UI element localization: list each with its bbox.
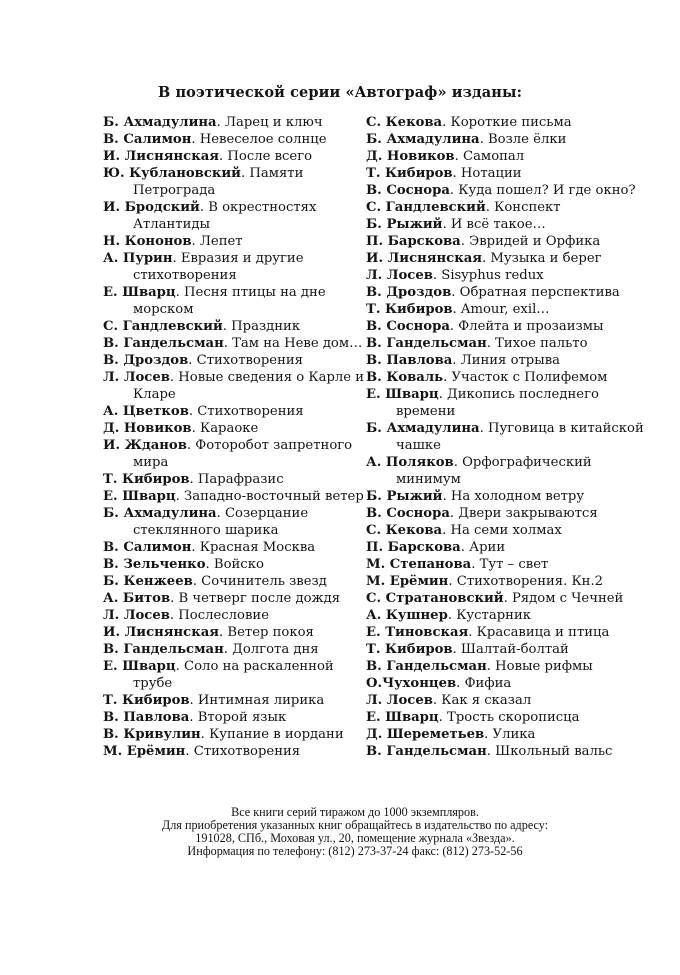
book-title: Евразия и другие стихотворения <box>133 251 304 283</box>
author-name: Л. Лосев <box>366 693 433 708</box>
author-name: П. Барскова <box>366 540 461 555</box>
book-entry: С. Гандлевский. Праздник <box>103 319 301 334</box>
book-title: В четверг после дождя <box>178 591 341 606</box>
author-name: П. Барскова <box>366 234 461 249</box>
book-entry: В. Гандельсман. Школьный вальс <box>366 744 613 759</box>
author-name: В. Соснора <box>366 319 450 334</box>
author-name: Е. Шварц <box>366 387 439 402</box>
book-title: В окрестностях Атлантиды <box>133 200 317 232</box>
book-title: После всего <box>227 149 313 164</box>
book-title: Арии <box>469 540 506 555</box>
book-title: Стихотворения <box>197 404 304 419</box>
book-entry: В. Зельченко. Войско <box>103 557 264 572</box>
author-name: С. Кекова <box>366 115 443 130</box>
book-title: Орфографический минимум <box>396 455 592 487</box>
author-name: С. Гандлевский <box>103 319 223 334</box>
book-entry: А. Поляков. Орфографический минимум <box>366 455 592 487</box>
author-name: М. Степанова <box>366 557 472 572</box>
book-title: Долгота дня <box>232 642 319 657</box>
book-title: Как я сказал <box>441 693 532 708</box>
book-entry: Д. Шереметьев. Улика <box>366 727 536 742</box>
book-entry: Т. Кибиров. Нотации <box>366 166 522 181</box>
author-name: А. Пурин <box>103 251 173 266</box>
book-title: Музыка и берег <box>490 251 602 266</box>
author-name: Т. Кибиров <box>103 472 190 487</box>
author-name: Л. Лосев <box>103 370 170 385</box>
book-entry: А. Цветков. Стихотворения <box>103 404 304 419</box>
book-title: Песня птицы на дне морском <box>133 285 326 317</box>
author-name: Е. Шварц <box>103 489 176 504</box>
book-entry: Т. Кибиров. Парафразис <box>103 472 284 487</box>
author-name: И. Бродский <box>103 200 200 215</box>
book-entry: А. Битов. В четверг после дождя <box>103 591 341 606</box>
book-entry: Ю. Кублановский. Памяти Петрограда <box>103 166 304 198</box>
author-name: И. Лиснянская <box>366 251 483 266</box>
author-name: Б. Ахмадулина <box>103 115 217 130</box>
author-name: Л. Лосев <box>366 268 433 283</box>
book-entry: В. Кривулин. Купание в иордани <box>103 727 344 742</box>
author-name: Т. Кибиров <box>366 302 453 317</box>
book-title: Фифиа <box>464 676 512 691</box>
book-title: Стихотворения. Кн.2 <box>456 574 604 589</box>
book-entry: Б. Рыжий. На холодном ветру <box>366 489 585 504</box>
author-name: Е. Шварц <box>103 285 176 300</box>
book-title: Обратная перспектива <box>459 285 620 300</box>
book-title: Sisyphus redux <box>441 268 544 283</box>
book-title: Парафразис <box>197 472 284 487</box>
book-title: Второй язык <box>197 710 287 725</box>
author-name: Б. Ахмадулина <box>103 506 217 521</box>
book-entry: Б. Кенжеев. Сочинитель звезд <box>103 574 327 589</box>
book-title: Линия отрыва <box>460 353 561 368</box>
book-entry: М. Степанова. Тут – свет <box>366 557 549 572</box>
book-entry: С. Кекова. Короткие письма <box>366 115 572 130</box>
author-name: Ю. Кублановский <box>103 166 241 181</box>
book-entry: Е. Шварц. Трость скорописца <box>366 710 580 725</box>
book-title: Нотации <box>460 166 522 181</box>
book-title: Улика <box>492 727 536 742</box>
book-title: Amour, exil… <box>460 302 550 317</box>
book-entry: Л. Лосев. Послесловие <box>103 608 270 623</box>
author-name: А. Битов <box>103 591 171 606</box>
book-title: Трость скорописца <box>447 710 580 725</box>
book-entry: Е. Шварц. Западно-восточный ветер <box>103 489 364 504</box>
book-entry: В. Гандельсман. Тихое пальто <box>366 336 588 351</box>
author-name: В. Салимон <box>103 540 192 555</box>
book-entry: В. Павлова. Второй язык <box>103 710 287 725</box>
book-entry: В. Гандельсман. Новые рифмы <box>366 659 593 674</box>
book-title: На холодном ветру <box>450 489 585 504</box>
book-title: Шалтай-болтай <box>460 642 569 657</box>
book-title: Конспект <box>494 200 561 215</box>
author-name: В. Гандельсман <box>103 642 224 657</box>
author-name: С. Стратановский <box>366 591 504 606</box>
author-name: А. Кушнер <box>366 608 448 623</box>
book-title: Тихое пальто <box>495 336 588 351</box>
author-name: Д. Новиков <box>366 149 455 164</box>
book-title: На семи холмах <box>450 523 562 538</box>
author-name: Т. Кибиров <box>366 642 453 657</box>
book-title: Двери закрываются <box>458 506 598 521</box>
author-name: Б. Ахмадулина <box>366 132 480 147</box>
author-name: С. Кекова <box>366 523 443 538</box>
book-title: Короткие письма <box>450 115 572 130</box>
author-name: А. Цветков <box>103 404 189 419</box>
book-title: И всё такое… <box>450 217 546 232</box>
author-name: В. Дроздов <box>103 353 189 368</box>
book-title: Самопал <box>462 149 525 164</box>
book-entry: П. Барскова. Эвридей и Орфика <box>366 234 601 249</box>
author-name: М. Ерёмин <box>103 744 186 759</box>
author-name: В. Салимон <box>103 132 192 147</box>
book-entry: Е. Шварц. Песня птицы на дне морском <box>103 285 326 317</box>
left-book-list <box>103 114 365 760</box>
book-title: Фоторобот запретного мира <box>133 438 353 470</box>
book-entry: И. Лиснянская. После всего <box>103 149 313 164</box>
author-name: В. Коваль <box>366 370 444 385</box>
author-name: Б. Рыжий <box>366 217 443 232</box>
author-name: В. Зельченко <box>103 557 206 572</box>
author-name: В. Павлова <box>366 353 453 368</box>
book-title: Западно-восточный ветер <box>184 489 364 504</box>
footer-line: Все книги серий тиражом до 1000 экземпляров. <box>231 805 479 819</box>
book-entry: Б. Ахмадулина. Возле ёлки <box>366 132 567 147</box>
book-entry: Т. Кибиров. Amour, exil… <box>366 302 550 317</box>
book-entry: Е. Шварц. Соло на раскаленной трубе <box>103 659 334 691</box>
book-entry: В. Салимон. Красная Москва <box>103 540 316 555</box>
author-name: В. Гандельсман <box>366 744 487 759</box>
book-entry: Е. Шварц. Дикопись последнего времени <box>366 387 599 419</box>
footer-line: Для приобретения указанных книг обращайтесь в издательство по адресу: <box>161 818 549 832</box>
book-title: Тут – свет <box>479 557 549 572</box>
book-entry: В. Соснора. Двери закрываются <box>366 506 598 521</box>
book-entry: Б. Ахмадулина. Пуговица в китайской чашке <box>366 421 644 453</box>
author-name: О.Чухонцев <box>366 676 457 691</box>
book-title: Войско <box>213 557 264 572</box>
book-title: Стихотворения <box>193 744 301 759</box>
author-name: В. Соснора <box>366 183 450 198</box>
book-entry: Б. Ахмадулина. Ларец и ключ <box>103 115 323 130</box>
book-title: Лепет <box>199 234 243 249</box>
book-entry: Н. Кононов. Лепет <box>103 234 243 249</box>
book-entry: С. Стратановский. Рядом с Чечней <box>366 591 624 606</box>
book-title: Флейта и прозаизмы <box>458 319 604 334</box>
author-name: Д. Новиков <box>103 421 192 436</box>
book-title: Созерцание стеклянного шарика <box>133 506 309 538</box>
book-title: Сочинитель звезд <box>201 574 327 589</box>
book-title: Интимная лирика <box>197 693 325 708</box>
book-title: Купание в иордани <box>209 727 344 742</box>
book-entry: В. Коваль. Участок с Полифемом <box>366 370 608 385</box>
author-name: В. Павлова <box>103 710 190 725</box>
book-title: Красавица и птица <box>476 625 610 640</box>
author-name: В. Гандельсман <box>366 659 487 674</box>
author-name: И. Жданов <box>103 438 187 453</box>
book-title: Памяти Петрограда <box>133 166 304 198</box>
author-name: В. Гандельсман <box>103 336 224 351</box>
book-entry: Е. Тиновская. Красавица и птица <box>366 625 610 640</box>
right-book-list <box>366 114 648 760</box>
author-name: Н. Кононов <box>103 234 192 249</box>
book-entry: В. Соснора. Куда пошел? И где окно? <box>366 183 636 198</box>
book-entry: П. Барскова. Арии <box>366 540 506 555</box>
book-entry: В. Соснора. Флейта и прозаизмы <box>366 319 604 334</box>
book-entry: И. Жданов. Фоторобот запретного мира <box>103 438 353 470</box>
author-name: А. Поляков <box>366 455 454 470</box>
author-name: В. Кривулин <box>103 727 201 742</box>
book-title: Участок с Полифемом <box>451 370 608 385</box>
book-title: Новые сведения о Карле и Кларе <box>133 370 365 402</box>
author-name: В. Дроздов <box>366 285 452 300</box>
book-entry: М. Ерёмин. Стихотворения. Кн.2 <box>366 574 604 589</box>
book-title: Стихотворения <box>196 353 303 368</box>
book-title: Там на Неве дом… <box>232 336 363 351</box>
book-entry: И. Бродский. В окрестностях Атлантиды <box>103 200 317 232</box>
author-name: Л. Лосев <box>103 608 170 623</box>
book-entry: Д. Новиков. Караоке <box>103 421 259 436</box>
book-title: Рядом с Чечней <box>511 591 624 606</box>
book-entry: И. Лиснянская. Ветер покоя <box>103 625 314 640</box>
book-entry: В. Гандельсман. Долгота дня <box>103 642 319 657</box>
book-title: Школьный вальс <box>495 744 613 759</box>
book-entry: Л. Лосев. Sisyphus redux <box>366 268 544 283</box>
book-title: Невеселое солнце <box>199 132 327 147</box>
author-name: Б. Рыжий <box>366 489 443 504</box>
book-entry: В. Дроздов. Обратная перспектива <box>366 285 620 300</box>
author-name: М. Ерёмин <box>366 574 449 589</box>
book-entry: В. Павлова. Линия отрыва <box>366 353 561 368</box>
author-name: И. Лиснянская <box>103 149 220 164</box>
book-title: Куда пошел? И где окно? <box>458 183 636 198</box>
book-title: Эвридей и Орфика <box>469 234 601 249</box>
author-name: Е. Шварц <box>103 659 176 674</box>
book-title: Праздник <box>231 319 301 334</box>
book-entry: Л. Лосев. Как я сказал <box>366 693 532 708</box>
book-entry: В. Дроздов. Стихотворения <box>103 353 303 368</box>
author-name: Б. Кенжеев <box>103 574 193 589</box>
book-title: Возле ёлки <box>487 132 567 147</box>
book-entry: Т. Кибиров. Шалтай-болтай <box>366 642 569 657</box>
book-entry: Л. Лосев. Новые сведения о Карле и Кларе <box>103 370 365 402</box>
author-name: В. Гандельсман <box>366 336 487 351</box>
book-entry: А. Кушнер. Кустарник <box>366 608 531 623</box>
book-entry: Д. Новиков. Самопал <box>366 149 525 164</box>
publisher-info <box>0 806 680 858</box>
book-entry: И. Лиснянская. Музыка и берег <box>366 251 602 266</box>
book-title: Послесловие <box>178 608 270 623</box>
footer-line: 191028, СПб., Моховая ул., 20, помещение журнала «Звезда». <box>195 831 515 845</box>
author-name: Б. Ахмадулина <box>366 421 480 436</box>
author-name: Т. Кибиров <box>366 166 453 181</box>
author-name: В. Соснора <box>366 506 450 521</box>
book-title: Пуговица в китайской чашке <box>396 421 644 453</box>
book-entry: С. Кекова. На семи холмах <box>366 523 562 538</box>
author-name: Е. Шварц <box>366 710 439 725</box>
book-entry: Т. Кибиров. Интимная лирика <box>103 693 325 708</box>
author-name: Т. Кибиров <box>103 693 190 708</box>
book-title: Красная Москва <box>199 540 316 555</box>
book-title: Ветер покоя <box>227 625 314 640</box>
author-name: И. Лиснянская <box>103 625 220 640</box>
book-title: Новые рифмы <box>495 659 593 674</box>
book-entry: В. Салимон. Невеселое солнце <box>103 132 327 147</box>
book-entry: С. Гандлевский. Конспект <box>366 200 561 215</box>
book-entry: О.Чухонцев. Фифиа <box>366 676 512 691</box>
footer-line: Информация по телефону: (812) 273-37-24 факс: (812) 273-52-56 <box>187 844 523 858</box>
page-title: В поэтической серии «Автограф» изданы: <box>157 84 523 101</box>
author-name: С. Гандлевский <box>366 200 486 215</box>
book-entry: Б. Ахмадулина. Созерцание стеклянного шарика <box>103 506 309 538</box>
book-entry: Б. Рыжий. И всё такое… <box>366 217 546 232</box>
book-title: Дикопись последнего времени <box>396 387 599 419</box>
book-entry: В. Гандельсман. Там на Неве дом… <box>103 336 363 351</box>
book-title: Ларец и ключ <box>224 115 323 130</box>
author-name: Д. Шереметьев <box>366 727 485 742</box>
book-entry: А. Пурин. Евразия и другие стихотворения <box>103 251 304 283</box>
book-entry: М. Ерёмин. Стихотворения <box>103 744 301 759</box>
book-title: Караоке <box>199 421 259 436</box>
book-title: Соло на раскаленной трубе <box>133 659 334 691</box>
book-title: Кустарник <box>456 608 531 623</box>
author-name: Е. Тиновская <box>366 625 469 640</box>
